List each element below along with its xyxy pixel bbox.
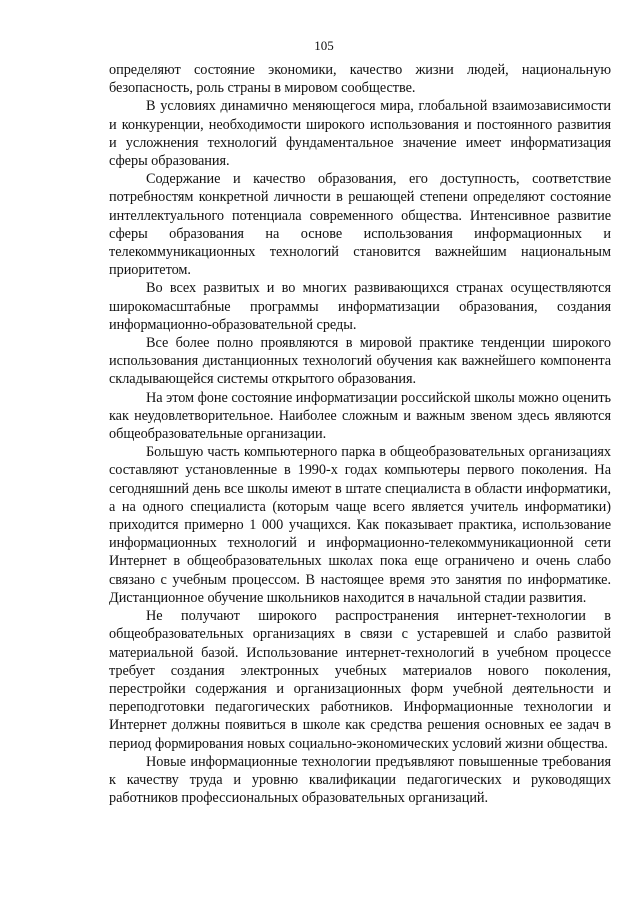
paragraph-5: Все более полно проявляются в мировой практике тенденции широкого использования дистанционных технологий обучения как важнейшего компонента складывающейся системы открытого образования. — [109, 335, 611, 388]
body-text — [109, 61, 611, 807]
paragraph-3: Содержание и качество образования, его доступность, соответствие потребностям конкретной личности в решающей степени определяют состояние интеллектуального потенциала современного общества. Интенсивное развитие сферы образования на основе использования информационных и телекоммуникационных технологий становится важнейшим национальным приоритетом. — [109, 171, 611, 279]
page-number: 105 — [314, 38, 334, 53]
paragraph-6: На этом фоне состояние информатизации российской школы можно оценить как неудовлетворительное. Наиболее сложным и важным звеном здесь являются общеобразовательные организации. — [109, 389, 611, 443]
paragraph-7: Большую часть компьютерного парка в общеобразовательных организациях составляют установленные в 1990-х годах компьютеры первого поколения. На сегодняшний день все школы имеют в штате специалиста в области информатики, а на одного специалиста (которым чаще всего является учитель информатики) приходится примерно 1 000 учащихся. Как показывает практика, использование информационных технологий и информационно-телекоммуникационной сети Интернет в общеобразовательных школах пока еще ограничено и очень слабо связано с учебным процессом. В настоящее время это занятия по информатике. Дистанционное обучение школьников находится в начальной стадии развития. — [109, 444, 611, 606]
paragraph-8: Не получают широкого распространения интернет-технологии в общеобразовательных организациях в связи с устаревшей и слабо развитой материальной базой. Использование интернет-технологий в учебном процессе требует создания электронных учебных материалов нового поколения, перестройки содержания и организационных форм учебной деятельности и переподготовки педагогических работников. Информационные технологии и Интернет должны появиться в школе как средства решения основных ее задач в период формирования новых социально-экономических условий жизни общества. — [109, 608, 611, 752]
paragraph-1: определяют состояние экономики, качество жизни людей, национальную безопасность, роль страны в мировом сообществе. — [109, 62, 611, 97]
paragraph-4: Во всех развитых и во многих развивающихся странах осуществляются широкомасштабные программы информатизации образования, создания информационно-образовательной среды. — [109, 280, 611, 333]
paragraph-9: Новые информационные технологии предъявляют повышенные требования к качеству труда и уровню квалификации педагогических и руководящих работников профессиональных образовательных организаций. — [109, 753, 611, 807]
paragraph-2: В условиях динамично меняющегося мира, глобальной взаимозависимости и конкуренции, необходимости широкого использования и постоянного развития и усложнения технологий фундаментальное значение имеет информатизация сферы образования. — [109, 98, 611, 170]
